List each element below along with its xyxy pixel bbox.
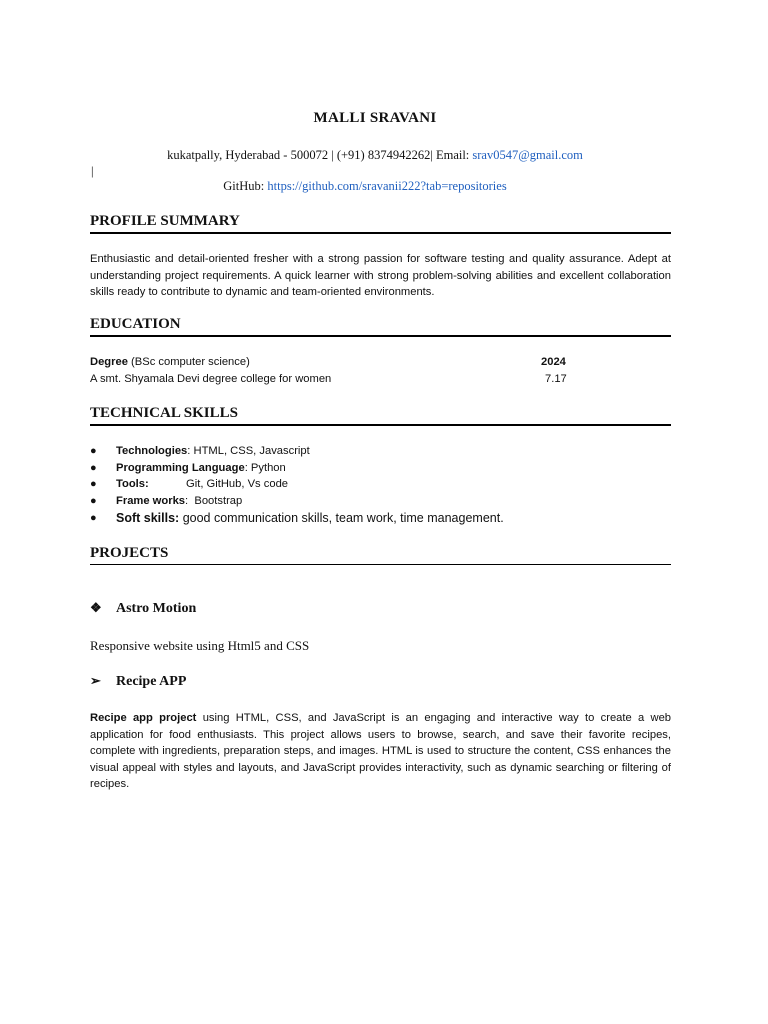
skill-item-programming-language xyxy=(90,460,671,477)
graduation-year: 2024 xyxy=(541,356,566,368)
project-name: Recipe APP xyxy=(116,674,187,689)
skill-sep: : xyxy=(244,461,251,474)
github-link[interactable]: https://github.com/sravanii222?tab=repositories xyxy=(267,179,507,193)
section-title-education: EDUCATION xyxy=(90,316,671,337)
skill-sep xyxy=(149,478,186,490)
skill-sep: : xyxy=(185,494,195,507)
contact-line xyxy=(0,148,750,163)
project-title-recipe-app xyxy=(90,673,186,690)
project-desc-bold: Recipe app project xyxy=(90,712,197,724)
profile-summary-text: Enthusiastic and detail-oriented fresher with a strong passion for software testing and quality assurance. Adept at understanding project requirements. A quick learner with strong problem-solving abilities and excellent collaboration skills ready to contribute to dynamic and team-oriented environments. xyxy=(90,253,671,298)
skill-value: Bootstrap xyxy=(194,494,243,507)
degree-open: ( xyxy=(127,356,135,368)
skill-item-tools xyxy=(90,476,671,493)
college-name: A smt. Shyamala Devi degree college for women xyxy=(90,373,332,385)
section-title-profile-summary: PROFILE SUMMARY xyxy=(90,213,671,234)
arrow-bullet-icon: ➢ xyxy=(90,673,101,688)
bullet-icon: ● xyxy=(90,445,97,457)
section-title-projects: PROJECTS xyxy=(90,545,671,565)
cgpa-score: 7.17 xyxy=(545,373,567,385)
project-description-astro-motion: Responsive website using Html5 and CSS xyxy=(90,638,310,653)
skills-list xyxy=(90,443,671,528)
degree-detail: BSc computer science xyxy=(134,356,247,368)
degree-close: ) xyxy=(246,356,250,368)
skill-value: good communication skills, team work, time management. xyxy=(182,511,504,525)
bullet-icon: ● xyxy=(90,461,97,474)
bullet-icon: ● xyxy=(90,494,97,507)
skill-value: HTML, CSS, Javascript xyxy=(193,445,310,457)
pipe-separator: | xyxy=(91,164,94,178)
email-link[interactable]: srav0547@gmail.com xyxy=(472,148,583,162)
skill-value: Python xyxy=(250,461,286,474)
candidate-name: MALLI SRAVANI xyxy=(313,110,437,126)
skill-label: Tools: xyxy=(116,478,149,490)
skill-label: Technologies xyxy=(116,445,188,457)
diamond-bullet-icon: ❖ xyxy=(90,600,102,615)
section-title-technical-skills: TECHNICAL SKILLS xyxy=(90,405,671,426)
contact-details: kukatpally, Hyderabad - 500072 | (+91) 8374942262| Email: xyxy=(167,148,473,162)
skill-item-soft-skills xyxy=(90,509,671,528)
skill-value: Git, GitHub, Vs code xyxy=(186,478,289,490)
project-description-recipe-app xyxy=(90,710,671,793)
project-name: Astro Motion xyxy=(116,601,197,616)
skill-item-technologies xyxy=(90,443,671,460)
bullet-icon: ● xyxy=(90,512,97,524)
skill-sep: : xyxy=(187,445,194,457)
skill-label: Soft skills: xyxy=(116,511,180,525)
degree-label: Degree xyxy=(90,356,128,368)
skill-label: Programming Language xyxy=(116,461,245,474)
skill-item-frame-works xyxy=(90,493,671,510)
skill-label: Frame works xyxy=(116,494,186,507)
github-label: GitHub: xyxy=(223,179,268,193)
bullet-icon: ● xyxy=(90,478,97,490)
github-line xyxy=(0,179,730,194)
project-desc-text: using HTML, CSS, and JavaScript is an engaging and interactive way to create a web application for food enthusiasts. This project allows users to browse, search, and save their favorite recipes, complete with ingredients, preparation steps, and images. HTML is used to structure the content, CSS enhances the visual appeal with styles and layouts, and JavaScript provides interactivity, such as dynamic searching or filtering of recipes. xyxy=(90,712,672,790)
degree-line xyxy=(90,356,250,368)
project-title-astro-motion xyxy=(90,600,196,617)
